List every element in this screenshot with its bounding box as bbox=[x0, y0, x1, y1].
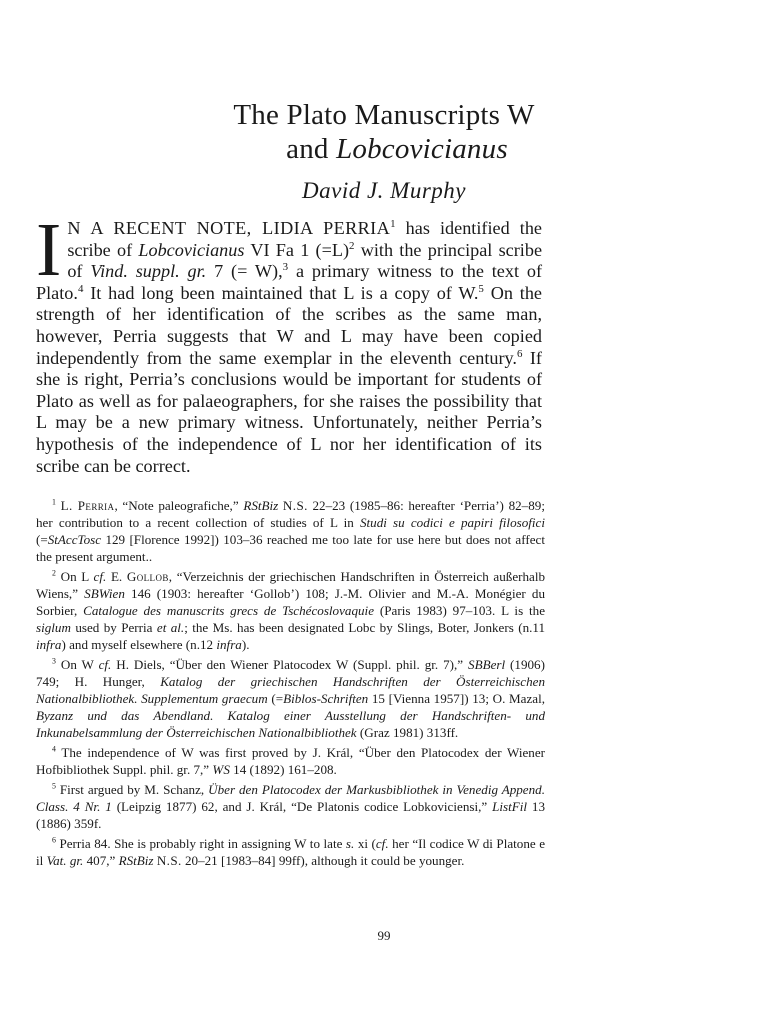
author-name: David J. Murphy bbox=[302, 178, 466, 203]
footnote-3: $^3$ On W cf. H. Diels, “Über den Wiener Platocodex W (Suppl. phil. gr. 7),” SBBerl (1906) 749; H. Hunger, Katalog der griechischen Handschriften der Österreichischen Nationalbibliothek. Supplementum graecum (=Biblos-Schriften 15 [Vienna 1957]) 13; O. Mazal, Byzanz und das Abendland. Katalog einer Ausstellung der Handschriften- und Inkunabelsammlung der Österreichischen Nationalbibliothek (Graz 1981) 313ff. bbox=[36, 656, 545, 740]
article-title bbox=[0, 98, 768, 166]
footnote-1: $^1$ L. Perria, “Note paleografiche,” RStBiz N.S. 22–23 (1985–86: hereafter ‘Perria’) 82–89; her contribution to a recent collection of studies of L in Studi su codici e papiri filosofici (=StAccTosc 129 [Florence 1992]) 103–36 reached me too late for use here but does not affect the present argument.. bbox=[36, 497, 545, 564]
footnote-ref: 1 bbox=[390, 217, 396, 230]
title-manuscript-name: Lobcovicianus bbox=[336, 133, 508, 165]
footnote-6: $^6$ Perria 84. She is probably right in assigning W to late s. xi (cf. her “Il codice W di Platone e il Vat. gr. 407,” RStBiz N.S. 20–21 [1983–84] 99ff), although it could be younger. bbox=[36, 835, 546, 868]
footnote-ref: 2 bbox=[349, 239, 355, 252]
footnotes bbox=[36, 497, 545, 872]
footnote-ref: 6 bbox=[516, 347, 523, 360]
title-line-2: and Lobcovicianus bbox=[286, 133, 508, 165]
footnote-ref: 3 bbox=[282, 261, 289, 274]
body-paragraph: I N A RECENT NOTE, LIDIA PERRIA$^1$ has identified the scribe of Lobcovicianus VI Fa 1 (=L)$^2$ with the principal scribe of Vind. suppl. gr. 7 (= W),$^3$ a primary witness to the text of Plato.$^4$ It had long been maintained that L is a copy of W.$^5$ On the strength of her identification of the scribes as the same man, however, Perria suggests that W and L may have been copied independently from the same exemplar in the eleventh century.$^6$ If she is right, Perria’s conclusions would be important for students of Plato as well as for palaeographers, for she raises the possibility that L may be a new primary witness. Unfortunately, neither Perria’s hypothesis of the independence of L nor her identification of its scribe can be correct. bbox=[36, 208, 543, 476]
footnote-5: $^5$ First argued by M. Schanz, Über den Platocodex der Markusbibliothek in Venedig Append. Class. 4 Nr. 1 (Leipzig 1877) 62, and J. Král, “De Platonis codice Lobkoviciensi,” ListFil 13 (1886) 359f. bbox=[36, 781, 545, 831]
page-number: 99 bbox=[377, 928, 391, 943]
drop-cap: I bbox=[36, 208, 62, 292]
footnote-ref: 5 bbox=[478, 282, 484, 295]
footnote-ref: 4 bbox=[77, 282, 84, 295]
footnote-4: $^4$ The independence of W was first proved by J. Král, “Über den Platocodex der Wiener Hofbibliothek Suppl. phil. gr. 7,” WS 14 (1892) 161–208. bbox=[36, 744, 545, 777]
footnote-2: $^2$ On L cf. E. Gollob, “Verzeichnis der griechischen Handschriften in Österreich außerhalb Wiens,” SBWien 146 (1903: hereafter ‘Gollob’) 108; J.-M. Olivier and M.-A. Monégier du Sorbier, Catalogue des manuscrits grecs de Tschécoslovaquie (Paris 1983) 97–103. L is the siglum used by Perria et al.; the Ms. has been designated Lobc by Slings, Boter, Jonkers (n.11 infra) and myself elsewhere (n.12 infra). bbox=[36, 568, 546, 652]
title-line-1: The Plato Manuscripts W bbox=[233, 99, 535, 131]
